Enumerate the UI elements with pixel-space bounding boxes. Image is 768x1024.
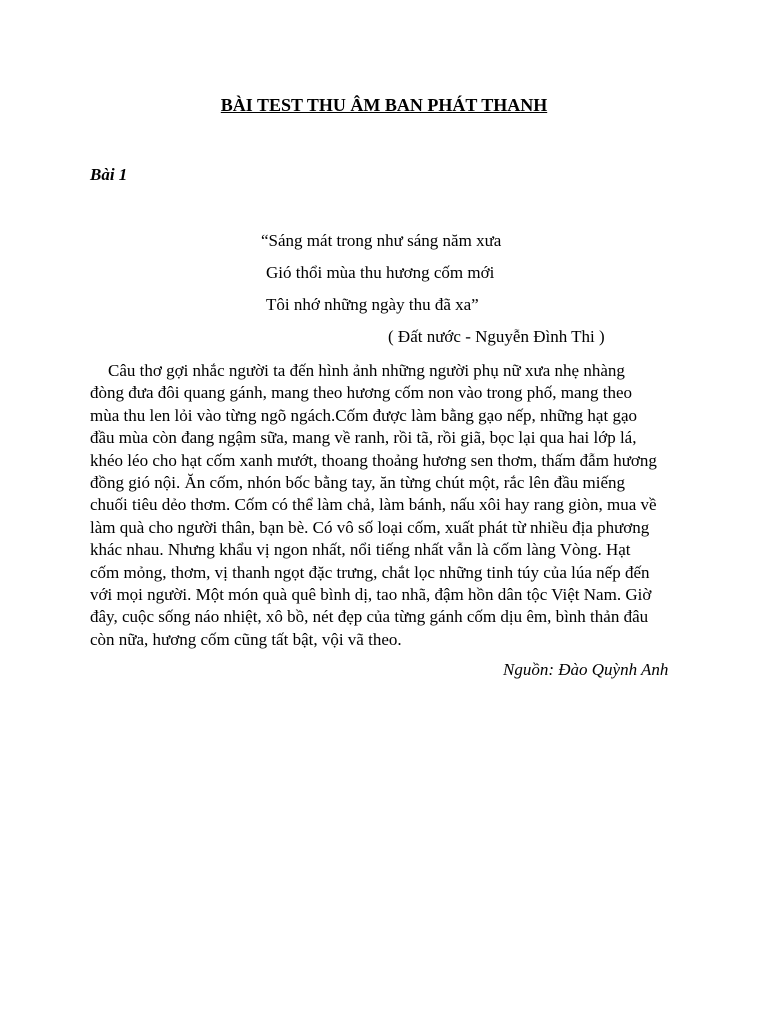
paragraph-line: với mọi người. Một món quà quê bình dị, tao nhã, đậm hồn dân tộc Việt Nam. Giờ	[90, 585, 652, 605]
paragraph-line: còn nữa, hương cốm cũng tất bật, vội vã theo.	[90, 629, 402, 649]
paragraph-line: đòng đưa đôi quang gánh, mang theo hương cốm non vào trong phố, mang theo	[90, 383, 633, 403]
poem-attribution: ( Đất nước - Nguyễn Đình Thi )	[388, 327, 605, 346]
body-paragraph	[90, 360, 680, 651]
paragraph-line: cốm mỏng, thơm, vị thanh ngọt đặc trưng, chắt lọc những tinh túy của lúa nếp đến	[90, 562, 650, 582]
document-title: BÀI TEST THU ÂM BAN PHÁT THANH	[220, 95, 548, 115]
paragraph-line: mùa thu len lỏi vào từng ngõ ngách.Cốm được làm bằng gạo nếp, những hạt gạo	[90, 405, 637, 425]
paragraph-line: đầu mùa còn đang ngậm sữa, mang về ranh, rồi tã, rồi giã, bọc lại qua hai lớp lá,	[90, 428, 637, 448]
poem-line-1: “Sáng mát trong như sáng năm xưa	[261, 231, 502, 250]
paragraph-line: đây, cuộc sống náo nhiệt, xô bồ, nét đẹp của từng gánh cốm dịu êm, bình thản đâu	[90, 607, 649, 627]
paragraph-line: chuối tiêu dẻo thơm. Cốm có thể làm chả, làm bánh, nấu xôi hay rang giòn, mua về	[90, 495, 657, 515]
paragraph-line: khác nhau. Nhưng khẩu vị ngon nhất, nổi tiếng nhất vẫn là cốm làng Vòng. Hạt	[90, 540, 631, 560]
poem-line-3: Tôi nhớ những ngày thu đã xa”	[266, 295, 479, 314]
source-credit: Nguồn: Đào Quỳnh Anh	[503, 660, 669, 679]
paragraph-line: khéo léo cho hạt cốm xanh mướt, thoang thoảng hương sen thơm, thấm đẫm hương	[90, 450, 657, 470]
paragraph-line: Câu thơ gợi nhắc người ta đến hình ảnh những người phụ nữ xưa nhẹ nhàng	[108, 361, 625, 380]
paragraph-line: làm quà cho người thân, bạn bè. Có vô số loại cốm, xuất phát từ nhiều địa phương	[90, 517, 650, 537]
section-label: Bài 1	[90, 165, 128, 184]
paragraph-line: đồng gió nội. Ăn cốm, nhón bốc bằng tay, ăn từng chút một, rắc lên đầu miếng	[90, 473, 626, 493]
poem-line-2: Gió thổi mùa thu hương cốm mới	[266, 263, 495, 282]
